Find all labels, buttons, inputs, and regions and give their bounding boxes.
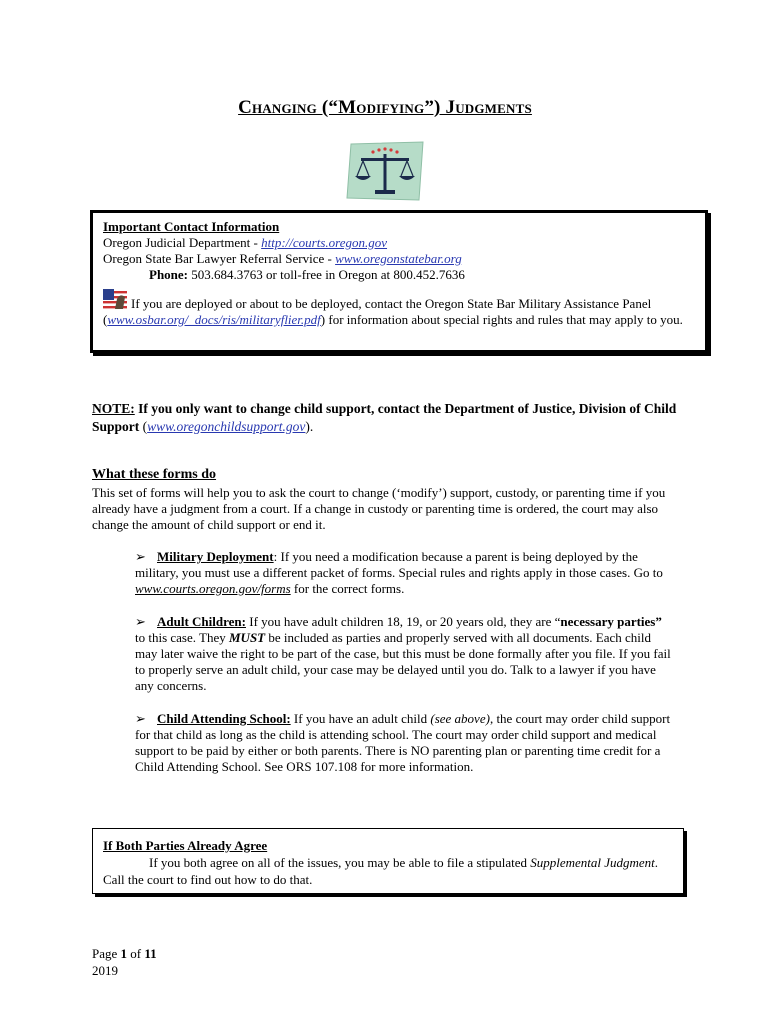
- school-title: Child Attending School:: [157, 711, 291, 726]
- current-page: 1: [120, 946, 128, 961]
- bullet-military-deployment: [135, 549, 675, 597]
- contact-heading: Important Contact Information: [103, 219, 280, 234]
- phone-line: [103, 267, 695, 283]
- adult-body-3: be included as parties and properly served with all documents. Each child may later waive the right to be part of the case, but this must be done formally after you file. If you fail to properly serve an adult child, your case may be delayed until you do. Talk to a lawyer if you have any concerns.: [135, 630, 671, 693]
- agree-heading: If Both Parties Already Agree: [103, 838, 268, 853]
- child-support-note: [92, 400, 692, 436]
- arrow-bullet-icon: ➢: [135, 614, 146, 629]
- agree-body: [103, 854, 673, 888]
- military-body-end: for the correct forms.: [290, 581, 405, 596]
- military-body: : If you need a modification because a parent is being deployed by the military, you must use a different packet of forms. Special rules and rights apply in those cases. Go to: [135, 549, 663, 580]
- forms-link[interactable]: www.courts.oregon.gov/forms: [135, 581, 291, 596]
- note-paren-open: (: [142, 419, 148, 434]
- note-text: If you only want to change child support, contact the Department of Justice, Division of Child Support: [92, 401, 677, 434]
- military-title: Military Deployment: [157, 549, 274, 564]
- military-link[interactable]: www.osbar.org/_docs/ris/militaryflier.pdf: [107, 312, 321, 327]
- ojd-link[interactable]: http://courts.oregon.gov: [261, 235, 388, 250]
- what-forms-do-section: [92, 467, 682, 533]
- agree-text-end: . Call the court to find out how to do that.: [103, 855, 659, 887]
- scales-of-justice-icon: [345, 140, 425, 202]
- note-paren-close: ).: [305, 419, 314, 434]
- military-assistance-text: [103, 289, 695, 328]
- arrow-bullet-icon: ➢: [135, 549, 146, 564]
- adult-body-2: to this case. They: [135, 630, 229, 645]
- military-text-end: ) for information about special rights and rules that may apply to you.: [320, 312, 683, 327]
- see-above: (see above): [430, 711, 490, 726]
- oregon-judicial-line: [103, 235, 695, 251]
- bar-label: Oregon State Bar Lawyer Referral Service -: [103, 251, 336, 266]
- must-emphasis: MUST: [229, 630, 266, 645]
- agree-text: If you both agree on all of the issues, you may be able to file a stipulated: [149, 855, 531, 870]
- page-label: Page: [92, 946, 121, 961]
- school-body: If you have an adult child: [290, 711, 431, 726]
- footer-year: 2019: [92, 963, 118, 978]
- what-forms-body: This set of forms will help you to ask the court to change (‘modify’) support, custody, or parenting time if you already have a judgment from a court. If a change in custody or parenting time is ordered, the court may also change the amount of child support or end it.: [92, 485, 666, 532]
- child-support-link[interactable]: www.oregonchildsupport.gov: [147, 419, 306, 434]
- what-forms-heading: What these forms do: [92, 467, 217, 482]
- american-flag-icon: [103, 289, 127, 311]
- supplemental-judgment: Supplemental Judgment: [530, 855, 655, 870]
- page-of: of: [127, 946, 145, 961]
- bullet-adult-children: [135, 614, 675, 694]
- adult-title: Adult Children:: [157, 614, 246, 629]
- page-footer: [92, 945, 157, 979]
- note-label: NOTE:: [92, 401, 135, 416]
- total-pages: 11: [144, 946, 157, 961]
- page-number: [92, 945, 157, 962]
- necessary-parties: necessary parties”: [560, 614, 662, 629]
- phone-label: Phone:: [149, 267, 188, 282]
- bar-referral-line: [103, 251, 695, 267]
- school-body-2: , the court may order child support for that child as long as the child is attending school. The court may order child support and medical support to be paid by either or both parents. There is NO parenting plan or parenting time credit for a Child Attending School. See ORS 107.108 for more information.: [135, 711, 671, 774]
- bar-link[interactable]: www.oregonstatebar.org: [335, 251, 462, 266]
- bullet-child-attending-school: [135, 711, 675, 775]
- adult-body: If you have adult children 18, 19, or 20 years old, they are “: [245, 614, 561, 629]
- phone-text: 503.684.3763 or toll-free in Oregon at 800.452.7636: [188, 267, 465, 282]
- page-title: Changing (“Modifying”) Judgments: [238, 97, 532, 118]
- arrow-bullet-icon: ➢: [135, 711, 146, 726]
- ojd-label: Oregon Judicial Department -: [103, 235, 262, 250]
- military-text-start: If you are deployed or about to be deployed, contact the Oregon State Bar Military Assistance Panel (: [103, 296, 652, 327]
- contact-info-box: [90, 210, 708, 353]
- parties-agree-box: [92, 828, 684, 894]
